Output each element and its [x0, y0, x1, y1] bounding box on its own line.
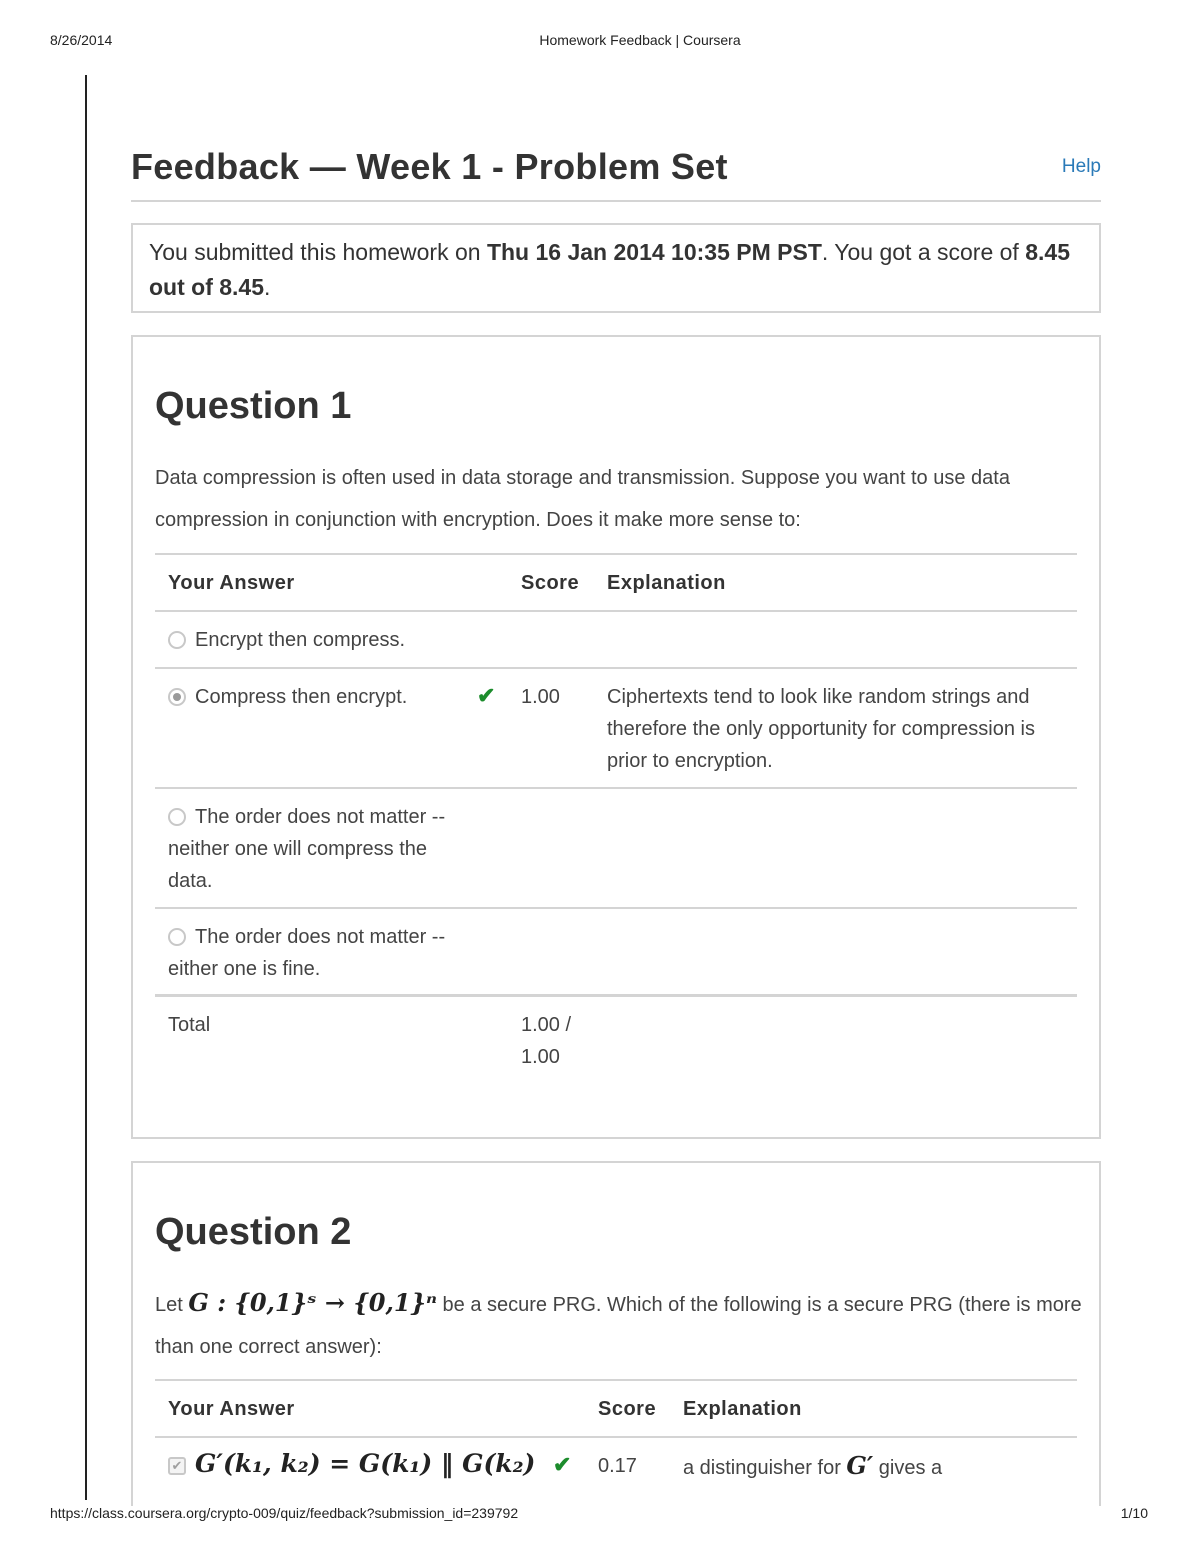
question-2-text: [155, 1282, 1085, 1368]
answer-math: G′(k₁, k₂) = G(k₁) ‖ G(k₂): [195, 1449, 536, 1478]
score-value: 0.17: [598, 1455, 637, 1477]
submission-prefix: You submitted this homework on: [149, 239, 487, 265]
answer-label: Compress then encrypt.: [195, 686, 408, 708]
question-1-card: [131, 335, 1101, 1139]
header-your-answer: Your Answer: [168, 572, 295, 594]
header-score: Score: [521, 572, 580, 594]
explanation-prefix: a distinguisher for: [683, 1457, 847, 1479]
check-icon: ✔: [477, 683, 496, 708]
left-rule: [85, 75, 87, 1500]
table-row: [155, 787, 1077, 907]
question-2-heading: Question 2: [155, 1211, 352, 1253]
table-row: [155, 610, 1077, 667]
header-explanation: Explanation: [607, 572, 726, 594]
check-icon: ✔: [553, 1452, 572, 1477]
submission-middle: . You got a score of: [821, 239, 1026, 265]
question-2-text-suffix: be a secure PRG. Which of the following is a secure PRG (there is more than one correct answer):: [155, 1294, 1082, 1358]
explanation-suffix: gives a: [873, 1457, 943, 1479]
answer-label: The order does not matter -- either one is fine.: [168, 926, 446, 980]
radio-button: [168, 631, 186, 649]
table-total-row: [155, 994, 1077, 1094]
submission-summary: [131, 223, 1101, 313]
answer-label: The order does not matter -- neither one will compress the data.: [168, 806, 446, 892]
header-score: Score: [598, 1398, 657, 1420]
total-score: 1.00 / 1.00: [521, 1014, 572, 1068]
question-2-text-prefix: Let: [155, 1294, 189, 1316]
explanation-text: Ciphertexts tend to look like random strings and therefore the only opportunity for compression is prior to encryption.: [607, 686, 1035, 772]
table-row: [155, 907, 1077, 994]
question-2-math: G : {0,1}ˢ → {0,1}ⁿ: [188, 1288, 437, 1317]
question-1-heading: Question 1: [155, 385, 352, 427]
table-row: [155, 1436, 1077, 1508]
print-date: 8/26/2014: [50, 32, 113, 48]
checkbox-checked-icon: ✔: [168, 1457, 186, 1475]
page-header: [131, 140, 1101, 202]
answer-label: Encrypt then compress.: [195, 629, 406, 651]
print-header: [0, 32, 1200, 52]
explanation-math: G′: [846, 1451, 874, 1480]
submission-date: Thu 16 Jan 2014 10:35 PM PST: [486, 239, 822, 265]
question-1-text: Data compression is often used in data storage and transmission. Suppose you want to use data compression in conjunction with encryption. Does it make more sense to:: [155, 467, 1010, 531]
print-footer: [0, 1505, 1200, 1525]
table-header-row: [155, 553, 1077, 594]
print-url: https://class.coursera.org/crypto-009/quiz/feedback?submission_id=239792: [50, 1505, 519, 1521]
table-header-row: [155, 1379, 1077, 1420]
header-your-answer: Your Answer: [168, 1398, 295, 1420]
question-2-card: [131, 1161, 1101, 1506]
header-explanation: Explanation: [683, 1398, 802, 1420]
submission-suffix: .: [264, 274, 271, 300]
print-title: Homework Feedback | Coursera: [539, 32, 741, 48]
radio-button-selected: [168, 688, 186, 706]
help-link[interactable]: Help: [1061, 156, 1101, 177]
explanation-text: [683, 1450, 1073, 1484]
submission-score: 8.45 out of 8.45: [149, 239, 1070, 300]
table-row: [155, 667, 1077, 787]
score-value: 1.00: [521, 686, 560, 708]
page-title: Feedback — Week 1 - Problem Set: [131, 146, 728, 187]
print-page-number: 1/10: [1120, 1505, 1148, 1521]
total-label: Total: [168, 1014, 211, 1036]
